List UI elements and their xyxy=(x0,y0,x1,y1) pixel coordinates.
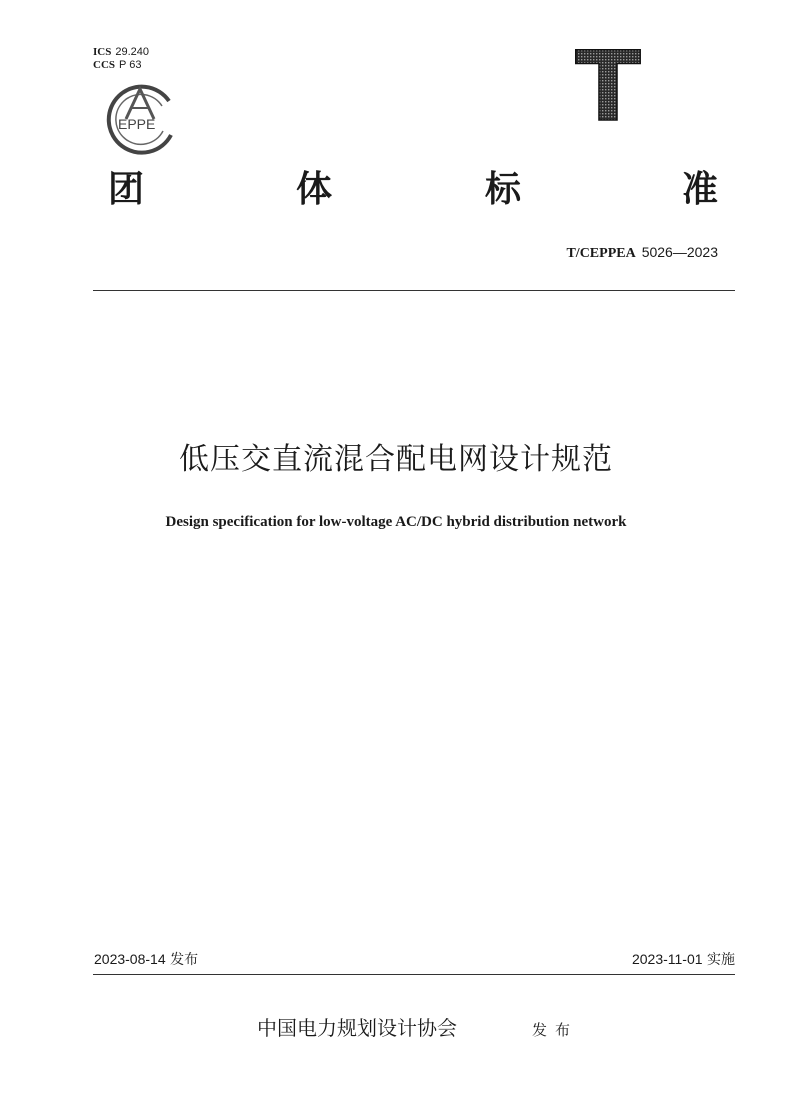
ics-code xyxy=(93,46,149,59)
issue-date-line xyxy=(94,949,198,970)
publisher-name: 中国电力规划设计协会 xyxy=(257,1016,457,1040)
ccs-code xyxy=(93,59,141,72)
heading-char-2: 体 xyxy=(296,169,333,210)
ceppea-logo-icon xyxy=(101,79,183,157)
standard-year-number: 5026—2023 xyxy=(641,244,718,260)
logo-text: EPPE xyxy=(118,116,156,132)
standard-type-heading xyxy=(100,167,726,213)
ccs-label: CCS xyxy=(93,59,116,71)
english-title: Design specification for low-voltage AC/DC hybrid distribution network xyxy=(165,514,627,530)
implementation-label: 实施 xyxy=(707,952,735,968)
heading-char-1: 团 xyxy=(108,169,145,210)
heading-char-4: 准 xyxy=(682,169,719,210)
publisher-suffix: 发布 xyxy=(532,1021,579,1039)
issue-label: 发布 xyxy=(170,952,199,968)
standard-number xyxy=(566,243,718,263)
implementation-date: 2023-11-01 xyxy=(631,951,703,967)
issue-date: 2023-08-14 xyxy=(94,951,166,967)
t-letter: T xyxy=(575,44,641,124)
ccs-value: P 63 xyxy=(119,59,142,71)
bottom-divider xyxy=(93,974,735,975)
ics-label: ICS xyxy=(93,46,112,58)
chinese-title: 低压交直流混合配电网设计规范 xyxy=(179,442,613,477)
standard-code: T/CEPPEA xyxy=(566,246,636,261)
top-divider xyxy=(93,290,735,291)
t-letter-mark xyxy=(575,44,641,124)
ics-value: 29.240 xyxy=(115,46,149,58)
heading-char-3: 标 xyxy=(485,169,522,210)
implementation-date-line xyxy=(632,949,735,970)
